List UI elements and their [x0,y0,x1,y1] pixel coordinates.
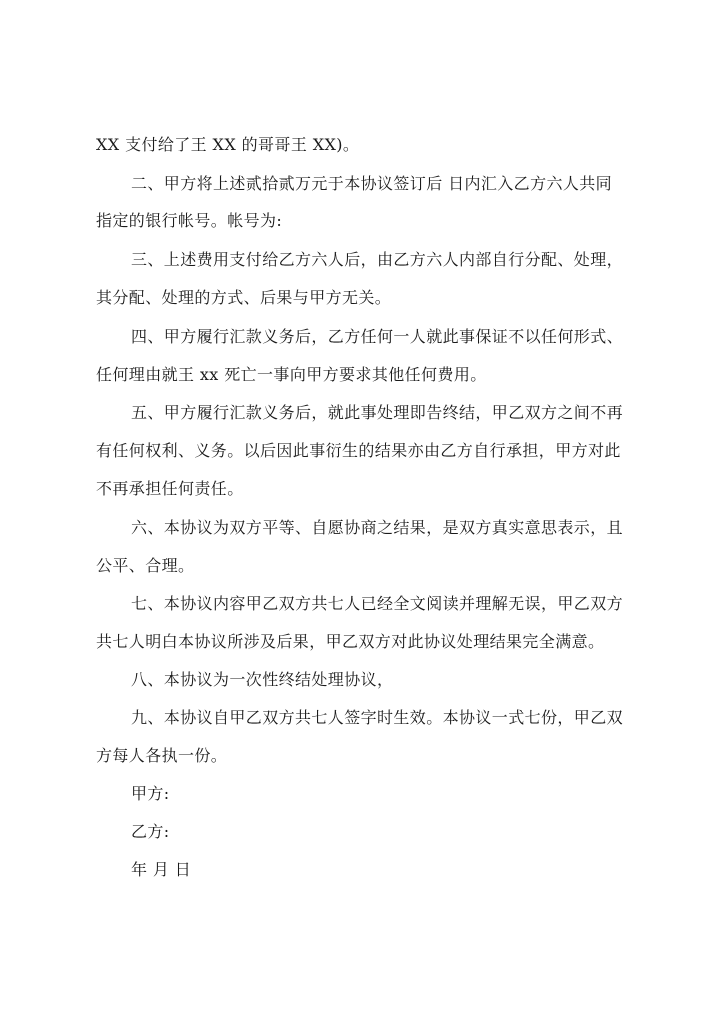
clause-3-line-2: 其分配、处理的方式、后果与甲方无关。 [96,288,392,307]
clause-6-line-2: 公平、合理。 [96,556,195,575]
clause-5-line-2: 有任何权利、义务。以后因此事衍生的结果亦由乙方自行承担，甲方对此 [96,441,621,460]
date-label: 年 月 日 [131,860,192,879]
party-b-signature-label: 乙方: [131,822,170,841]
clause-8-line-1: 八、本协议为一次性终结处理协议， [131,670,394,689]
clause-5-line-3: 不再承担任何责任。 [96,479,244,498]
clause-2-line-1: 二、甲方将上述贰拾贰万元于本协议签订后 日内汇入乙方六人共同 [131,174,613,193]
clause-5-line-1: 五、甲方履行汇款义务后，就此事处理即告终结，甲乙双方之间不再 [131,403,624,422]
clause-2-line-2: 指定的银行帐号。帐号为: [96,211,283,230]
clause-9-line-1: 九、本协议自甲乙双方共七人签字时生效。本协议一式七份，甲乙双 [131,708,624,727]
paragraph-1-continuation: XX 支付给了王 XX 的哥哥王 XX)。 [96,135,360,154]
clause-9-line-2: 方每人各执一份。 [96,746,228,765]
clause-7-line-2: 共七人明白本协议所涉及后果，甲乙双方对此协议处理结果完全满意。 [96,632,605,651]
clause-7-line-1: 七、本协议内容甲乙双方共七人已经全文阅读并理解无误，甲乙双方 [131,594,624,613]
clause-3-line-1: 三、上述费用支付给乙方六人后，由乙方六人内部自行分配、处理， [131,250,624,269]
clause-4-line-2: 任何理由就王 xx 死亡一事向甲方要求其他任何费用。 [96,365,487,384]
clause-6-line-1: 六、本协议为双方平等、自愿协商之结果，是双方真实意思表示，且 [131,518,624,537]
clause-4-line-1: 四、甲方履行汇款义务后，乙方任何一人就此事保证不以任何形式、 [131,327,624,346]
party-a-signature-label: 甲方: [131,784,170,803]
